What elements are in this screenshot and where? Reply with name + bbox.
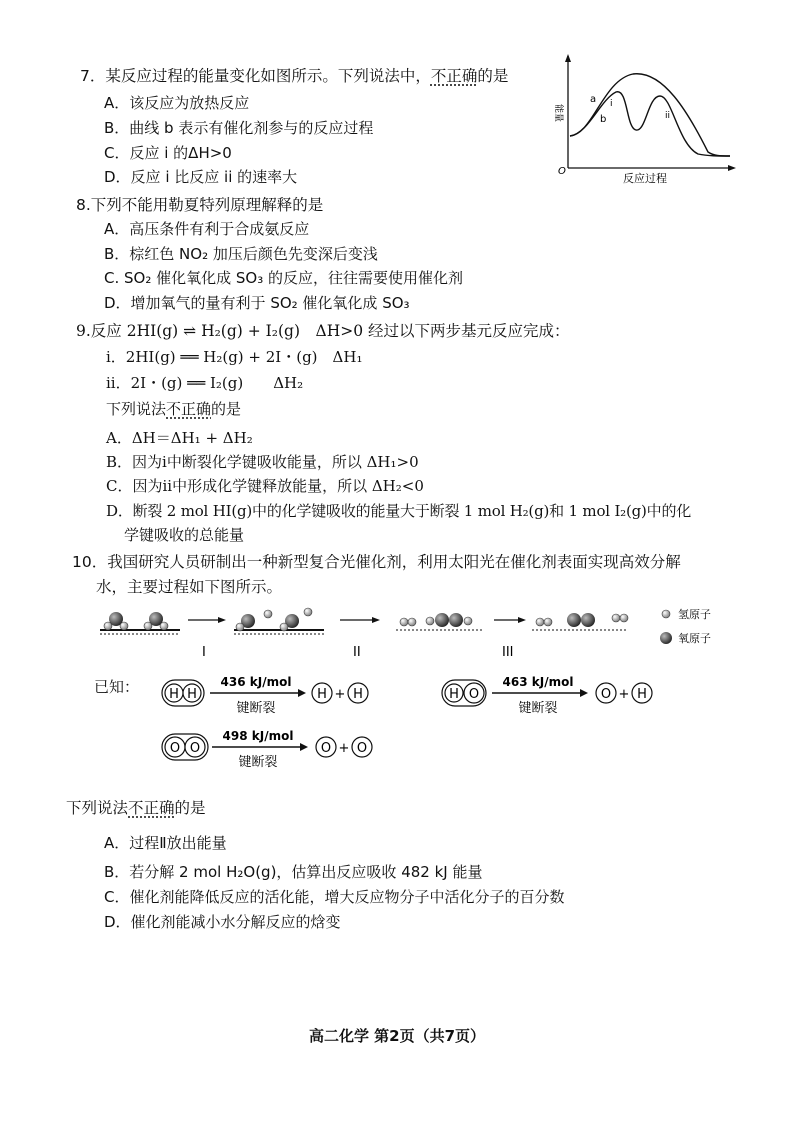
bond-action: 键断裂 (236, 701, 276, 716)
q9-option-b: B．因为i中断裂化学键吸收能量，所以 ΔH₁>0 (106, 453, 419, 471)
q10-ask-emphasis: 不正确 (128, 799, 175, 817)
arrow-head-icon (580, 689, 588, 697)
energy-diagram (548, 52, 738, 186)
curve-a-label: a (590, 94, 597, 105)
known-label: 已知： (94, 678, 140, 696)
q10-stem-line-2: 水，主要过程如下图所示。 (96, 578, 283, 596)
q10-option-d: D．催化剂能减小水分解反应的焓变 (104, 913, 341, 931)
q9-step-1: i．2HI(g) ══ H₂(g) + 2I・(g) ΔH₁ (106, 348, 363, 366)
q7-option-a: A．该反应为放热反应 (104, 94, 250, 112)
bond-energy: 436 kJ/mol (220, 675, 292, 689)
atom-label: H (353, 687, 363, 702)
atom-label: O (189, 741, 201, 756)
arrow-1-head-icon (218, 617, 226, 623)
stage-label-1: I (202, 645, 206, 660)
h2-molecule (536, 618, 552, 626)
q10-option-b: B．若分解 2 mol H₂O(g)，估算出反应吸收 482 kJ 能量 (104, 863, 483, 881)
reaction-progress-label: 反应过程 (623, 172, 667, 185)
axis-y-arrow-icon (565, 54, 571, 62)
q10-ask (66, 796, 206, 818)
legend-hydrogen-icon (662, 610, 670, 618)
water-molecule (104, 612, 128, 630)
legend-oxygen-icon (660, 632, 672, 644)
o2-molecule (567, 613, 595, 627)
bond-oo (160, 724, 410, 774)
bond-hh (160, 670, 410, 720)
svg-text:+: + (338, 741, 350, 756)
q8-stem: 8.下列不能用勒夏特列原理解释的是 (76, 196, 324, 214)
bond-action: 键断裂 (518, 701, 558, 716)
q9-ask-end: 的是 (211, 400, 242, 418)
stage-label-2: II (353, 645, 361, 660)
q9-stem: 9.反应 2HI(g) ⇌ H₂(g) + I₂(g) ΔH>0 经过以下两步基元反应完成： (76, 322, 570, 340)
q8-option-c: C. SO₂ 催化氧化成 SO₃ 的反应，往往需要使用催化剂 (104, 269, 463, 287)
q10-ask-end: 的是 (174, 799, 206, 817)
svg-text:+: + (334, 687, 346, 702)
hydrogen-atom (304, 608, 312, 616)
q7-stem-emphasis: 不正确 (430, 67, 478, 85)
q9-ask-text: 下列说法 (106, 400, 167, 418)
atom-label: H (449, 687, 459, 702)
q10-ask-text: 下列说法 (66, 799, 129, 817)
curve-b-label: b (600, 114, 607, 125)
arrow-2-head-icon (372, 617, 380, 623)
atom-label: O (320, 741, 332, 756)
oh-group (236, 614, 255, 631)
q10-stem-line-1: 10．我国研究人员研制出一种新型复合光催化剂，利用太阳光在催化剂表面实现高效分解 (72, 553, 681, 571)
q7-option-d: D．反应 i 比反应 ii 的速率大 (104, 168, 298, 186)
svg-text:+: + (618, 687, 630, 702)
q9-option-d: D．断裂 2 mol HI(g)中的化学键吸收的能量大于断裂 1 mol H₂(g)和 1 mol I₂(g)中的化 (106, 502, 692, 520)
arrow-3-head-icon (518, 617, 526, 623)
stage-label-3: III (502, 645, 514, 660)
axis-x-arrow-icon (728, 165, 736, 171)
q10-option-c: C．催化剂能降低反应的活化能，增大反应物分子中活化分子的百分数 (104, 888, 565, 906)
catalyst-surface-2 (234, 630, 324, 634)
page-footer: 高二化学 第2页（共7页） (308, 1027, 486, 1045)
q7-stem-end: 的是 (477, 67, 509, 85)
origin-label: O (558, 166, 566, 177)
q7-stem (80, 64, 508, 86)
atom-label: H (317, 687, 327, 702)
arrow-head-icon (300, 743, 308, 751)
bond-action: 键断裂 (238, 755, 278, 770)
q8-option-b: B．棕红色 NO₂ 加压后颜色先变深后变浅 (104, 245, 378, 263)
q7-stem-text: 7．某反应过程的能量变化如图所示。下列说法中， (80, 67, 431, 85)
q8-option-d: D．增加氧气的量有利于 SO₂ 催化氧化成 SO₃ (104, 294, 410, 312)
bond-energy: 463 kJ/mol (502, 675, 574, 689)
atom-label: O (468, 687, 480, 702)
legend-oxygen-label: 氧原子 (678, 632, 711, 645)
water-splitting-diagram (96, 598, 746, 662)
atom-label: O (356, 741, 368, 756)
q9-ask (106, 398, 241, 419)
q7-option-c: C．反应 i 的ΔH>0 (104, 144, 232, 162)
hydrogen-atom (264, 610, 272, 618)
q9-step-2: ii．2I・(g) ══ I₂(g) ΔH₂ (106, 374, 304, 392)
q7-option-b: B．曲线 b 表示有催化剂参与的反应过程 (104, 119, 374, 137)
legend-hydrogen-label: 氢原子 (678, 608, 711, 621)
bond-ho (440, 670, 690, 720)
atom-label: H (169, 687, 179, 702)
q9-ask-emphasis: 不正确 (166, 400, 212, 418)
atom-label: O (169, 741, 181, 756)
atom-label: H (187, 687, 197, 702)
oh-group (280, 614, 299, 631)
q9-option-d-cont: 学键吸收的总能量 (124, 526, 245, 544)
step-ii-label: ii (665, 111, 671, 121)
q9-option-a: A．ΔH＝ΔH₁ + ΔH₂ (106, 429, 253, 447)
atom-label: H (637, 687, 647, 702)
catalyst-surface-1 (100, 630, 180, 634)
water-molecule (144, 612, 168, 630)
bond-energy: 498 kJ/mol (222, 729, 294, 743)
atom-label: O (600, 687, 612, 702)
step-i-label: i (610, 99, 613, 109)
q10-option-a: A．过程Ⅱ放出能量 (104, 834, 227, 852)
h2o2-molecule (426, 613, 472, 627)
energy-axis-label: 能量 (553, 104, 563, 123)
h2-molecule (400, 618, 416, 626)
q8-option-a: A．高压条件有利于合成氨反应 (104, 220, 310, 238)
h2-molecule (612, 614, 628, 622)
arrow-head-icon (298, 689, 306, 697)
q9-option-c: C．因为ii中形成化学键释放能量，所以 ΔH₂<0 (106, 477, 424, 495)
